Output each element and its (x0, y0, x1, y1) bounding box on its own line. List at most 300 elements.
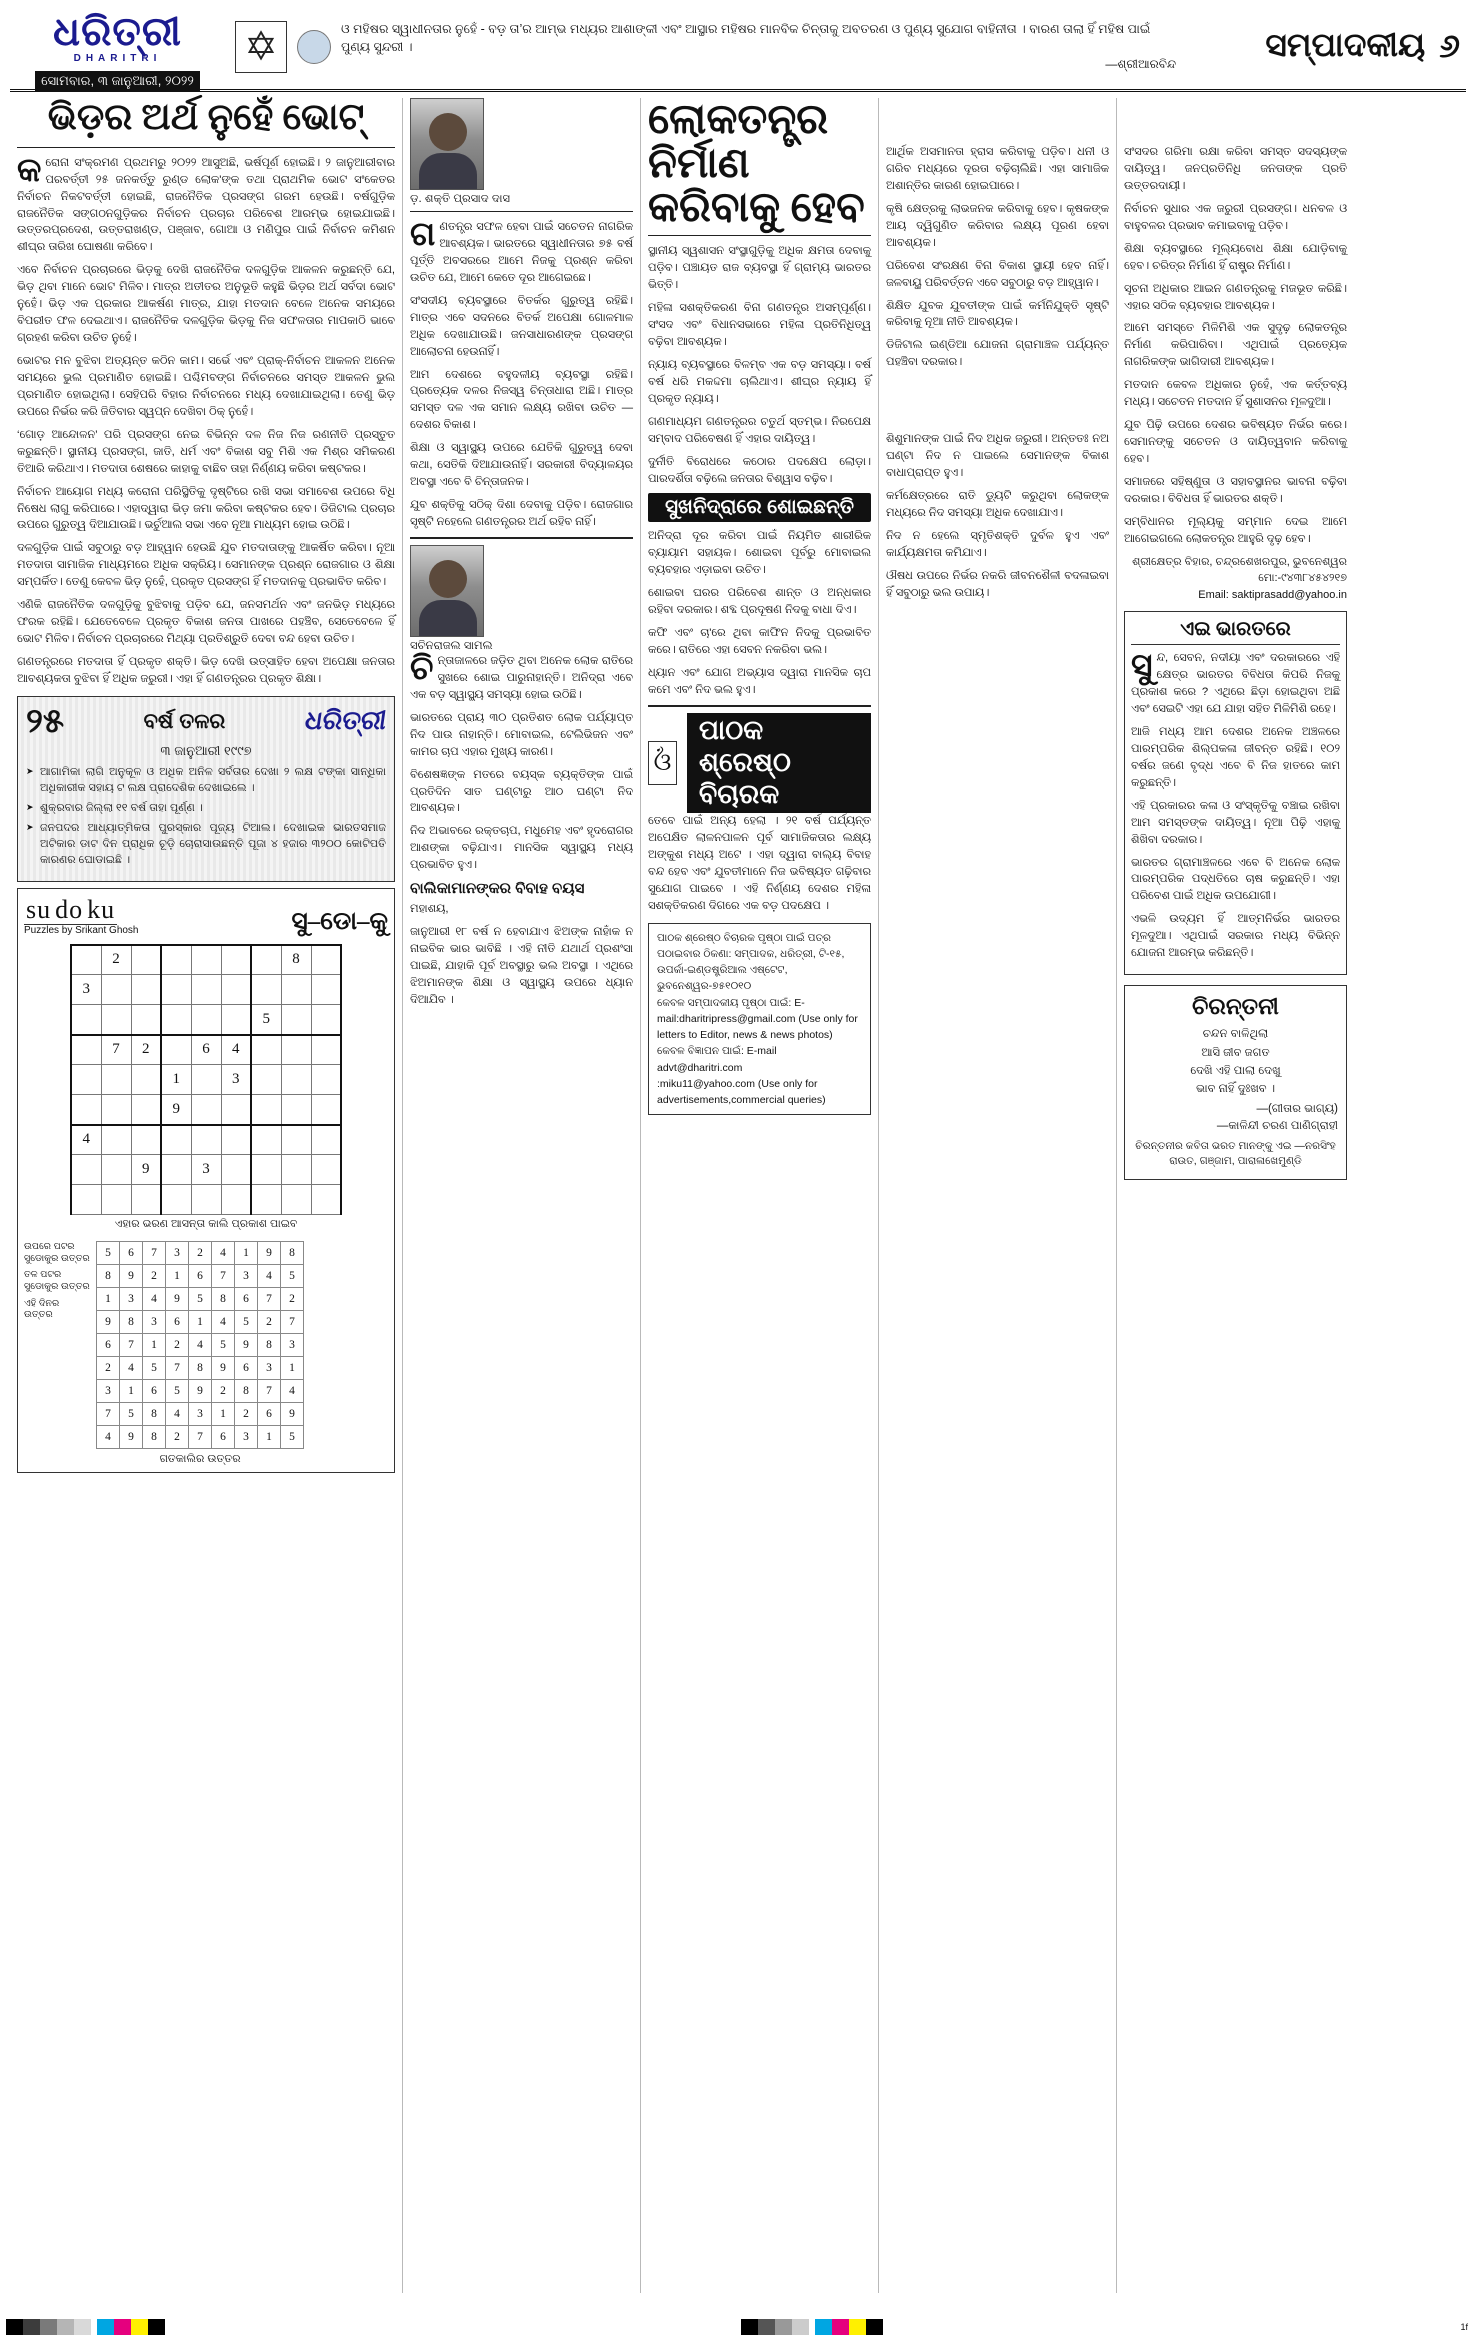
chirantani-title: ଚିରନ୍ତନୀ (1192, 994, 1279, 1020)
sudoku-answer-cell: 5 (235, 1311, 258, 1334)
sudoku-answer-cell: 3 (235, 1426, 258, 1449)
sudoku-cell[interactable] (251, 1095, 281, 1125)
sudoku-cell[interactable] (101, 1155, 131, 1185)
paragraph: ନ୍ୟାୟ ବ୍ୟବସ୍ଥାରେ ବିଳମ୍ବ ଏକ ବଡ଼ ସମସ୍ୟା। ବର୍ଷ ବର୍ଷ ଧରି ମକଦ୍ଦମା ଚାଲିଥାଏ। ଶୀଘ୍ର ନ୍ୟାୟ ହିଁ ପ୍ରକୃତ ନ୍ୟାୟ। (648, 358, 871, 405)
sudoku-answer-cell: 9 (120, 1426, 143, 1449)
sudoku-cell[interactable] (131, 1125, 161, 1155)
cmyk-swatches-left (97, 2319, 165, 2335)
sudoku-cell[interactable] (221, 975, 251, 1005)
sudoku-cell[interactable] (71, 945, 101, 975)
color-swatch (74, 2319, 91, 2335)
chirantani-footnote: ଚିରନ୍ତନୀର କବିତା ଭରତ ମାନଙ୍କୁ ଏଇ —ନରସିଂହ ରାଉତ, ଗଞ୍ଜାମ, ପାରାଳାଖେମୁଣ୍ଡି (1135, 1139, 1336, 1167)
sudoku-answer-cell: 3 (258, 1357, 281, 1380)
sudoku-cell[interactable] (191, 1005, 221, 1035)
sudoku-answer-cell: 4 (120, 1357, 143, 1380)
sudoku-answer-cell: 7 (120, 1334, 143, 1357)
paragraph: ନିର୍ବାଚନ ଆୟୋଗ ମଧ୍ୟ କରୋନା ପରିସ୍ଥିତିକୁ ଦୃଷ୍ଟିରେ ରଖି ସଭା ସମାବେଶ ଉପରେ ବିଧି ନିଷେଧ ଲାଗୁ କରିପାରେ। ଏହାଦ୍ୱାରା ଭିଡ଼ ଜମା କରିବା କଷ୍ଟକର ହେବ। ଡିଜିଟାଲ ପ୍ରଚାର ଉପରେ ଗୁରୁତ୍ୱ ଦିଆଯାଉଛି। ଭର୍ଚୁଆଲ ସଭା ଏବେ ନୂଆ ମାଧ୍ୟମ ହୋଇ ଉଠିଛି। (17, 485, 395, 532)
sudoku-answer-cell: 7 (281, 1311, 304, 1334)
sudoku-cell[interactable] (131, 1005, 161, 1035)
sudoku-answer-cell: 4 (212, 1311, 235, 1334)
sudoku-answer-cell: 9 (212, 1357, 235, 1380)
color-swatch (6, 2319, 23, 2335)
sudoku-answer-cell: 3 (166, 1242, 189, 1265)
sudoku-cell[interactable] (221, 1125, 251, 1155)
sleep-author-block (410, 545, 493, 653)
sri-symbol-icon: ଓଁ (648, 741, 677, 785)
sudoku-cell[interactable] (311, 975, 341, 1005)
main-article-col3 (886, 144, 1109, 371)
sudoku-answer-cell: 5 (281, 1426, 304, 1449)
sudoku-answer-cell: 2 (166, 1426, 189, 1449)
main-article-col5 (1124, 320, 1347, 547)
sudoku-answer-cell: 2 (189, 1242, 212, 1265)
verse-line: ଚନ୍ଦନ ବାଳିଥିଲା (1202, 1028, 1269, 1041)
sudoku-answer-cell: 9 (235, 1334, 258, 1357)
sudoku-cell[interactable] (101, 975, 131, 1005)
sudoku-answer-cell: 5 (143, 1357, 166, 1380)
color-swatch (832, 2319, 849, 2335)
section-title: ସମ୍ପାଦକୀୟ (1265, 28, 1426, 64)
grayscale-swatches-mid (741, 2319, 809, 2335)
color-swatch (758, 2319, 775, 2335)
paragraph: ଭାରତର ଗ୍ରାମାଞ୍ଚଳରେ ଏବେ ବି ଅନେକ ଲୋକ ପାରମ୍ପରିକ ପଦ୍ଧତିରେ ଚାଷ କରୁଛନ୍ତି। ଏହା ପରିବେଶ ପାଇଁ ଅଧିକ ଉପଯୋଗୀ। (1131, 856, 1340, 903)
reader-letter-subhead: ବାଲିକାମାନଙ୍କର ବିବାହ ବୟସ (410, 880, 585, 898)
main-byline: ଡ଼. ଶକ୍ତି ପ୍ରସାଦ ଦାସ (410, 193, 510, 205)
color-calibration-bar (0, 2315, 1476, 2339)
sudoku-cell[interactable] (101, 1185, 131, 1215)
sudoku-answer-caption: ଗତକାଲିର ଉତ୍ତର (159, 1453, 241, 1465)
sudoku-cell[interactable] (71, 1185, 101, 1215)
sudoku-logo-su: su (26, 894, 52, 924)
sudoku-answer-cell: 4 (97, 1426, 120, 1449)
paragraph: ଶିକ୍ଷା ବ୍ୟବସ୍ଥାରେ ମୂଲ୍ୟବୋଧ ଶିକ୍ଷା ଯୋଡ଼ିବାକୁ ହେବ। ଚରିତ୍ର ନିର୍ମାଣ ହିଁ ରାଷ୍ଟ୍ର ନିର୍ମାଣ। (1124, 242, 1347, 272)
sudoku-cell[interactable] (191, 1185, 221, 1215)
grayscale-swatches-left (6, 2319, 91, 2335)
sleep-article-col1 (410, 650, 633, 874)
answer-label: ଉପରେ ପଟର ସୁଡୋକୁର ଉତ୍ତର (24, 1241, 90, 1264)
sudoku-cell[interactable] (191, 945, 221, 975)
column-4 (878, 98, 1116, 2293)
edition-date: ସୋମବାର, ୩ ଜାନୁଆରୀ, ୨୦୨୨ (35, 71, 200, 91)
paragraph: ସୂଚନା ଅଧିକାର ଆଇନ ଗଣତନ୍ତ୍ରକୁ ମଜଭୂତ କରିଛି। ଏହାର ସଠିକ ବ୍ୟବହାର ଆବଶ୍ୟକ। (1124, 282, 1347, 312)
paper-logo-subtext: DHARITRI (73, 53, 162, 64)
sudoku-answer-cell: 9 (281, 1403, 304, 1426)
color-swatch (97, 2319, 114, 2335)
paragraph: କୃଷି କ୍ଷେତ୍ରକୁ ଲାଭଜନକ କରିବାକୁ ହେବ। କୃଷକଙ୍କ ଆୟ ଦ୍ୱିଗୁଣିତ କରିବାର ଲକ୍ଷ୍ୟ ପୂରଣ ହେବା ଆବଶ୍ୟକ। (886, 202, 1109, 249)
paragraph: ଆମ ଦେଶରେ ବହୁଦଳୀୟ ବ୍ୟବସ୍ଥା ରହିଛି। ପ୍ରତ୍ୟେକ ଦଳର ନିଜସ୍ୱ ଚିନ୍ତାଧାରା ଅଛି। ମାତ୍ର ସମସ୍ତ ଦଳ ଏକ ସମାନ ଲକ୍ଷ୍ୟ ରଖିବା ଉଚିତ — ଦେଶର ବିକାଶ। (410, 368, 633, 432)
paragraph: ଡିଜିଟାଲ ଇଣ୍ଡିଆ ଯୋଜନା ଗ୍ରାମାଞ୍ଚଳ ପର୍ଯ୍ୟନ୍ତ ପହଞ୍ଚିବା ଦରକାର। (886, 339, 1109, 369)
color-swatch (849, 2319, 866, 2335)
sudoku-note: ଏହାର ଭରଣ ଆସନ୍ତା କାଲି ପ୍ରକାଶ ପାଇବ (114, 1218, 298, 1230)
sudoku-answer-cell: 8 (212, 1288, 235, 1311)
main-article-col2 (648, 243, 871, 487)
sudoku-cell[interactable] (281, 1035, 311, 1065)
sudoku-answer-cell: 6 (258, 1403, 281, 1426)
sudoku-cell[interactable] (221, 1185, 251, 1215)
promo-header (26, 702, 389, 741)
color-swatch (741, 2319, 758, 2335)
sudoku-logo (24, 895, 139, 925)
paragraph: ସୁନ୍ଦ, ସେବନ, ନଦୀୟା ଏବଂ ଦରକାରରେ ଏହି କ୍ଷେତ୍ର ଭାରତର ବିବିଧତା କିପରି ନିଜକୁ ପ୍ରକାଶ କରେ ? ଏଥିରେ ଛିଡ଼ା ହୋଇଥିବା ଅଛି ଏବଂ ସେଇଟି ଏହା ଯେ ଯାହା ସହିତ ମିଳିମିଶି ରହେ। (1131, 648, 1340, 715)
paragraph: ଜାନୁଆରୀ ୧୮ ବର୍ଷ ନ ହେବାଯାଏ ଝିଅଙ୍କ ନାହାଁକ ନ ନାଇବିକ ଭାର ଭାବିଛି । ଏହି ନୀତି ଯଥାର୍ଥ ପ୍ରଶଂସା ପାଇଛି, ଯାହାକି ପୂର୍ବ ଅବସ୍ଥାରୁ ଭଲ ଅବସ୍ଥା । ଏଥିରେ ଝିଅମାନଙ୍କ ଶିକ୍ଷା ଓ ସ୍ୱାସ୍ଥ୍ୟ ଉପରେ ଧ୍ୟାନ ଦିଆଯିବ । (410, 926, 633, 1006)
paragraph: ବିଶେଷଜ୍ଞଙ୍କ ମତରେ ବୟସ୍କ ବ୍ୟକ୍ତିଙ୍କ ପାଇଁ ପ୍ରତିଦିନ ସାତ ଘଣ୍ଟାରୁ ଆଠ ଘଣ୍ଟା ନିଦ ଆବଶ୍ୟକ। (410, 768, 633, 815)
color-swatch (131, 2319, 148, 2335)
paragraph: ଔଷଧ ଉପରେ ନିର୍ଭର ନକରି ଜୀବନଶୈଳୀ ବଦଳାଇବା ହିଁ ସବୁଠାରୁ ଭଲ ଉପାୟ। (886, 569, 1109, 599)
sudoku-cell[interactable] (131, 1095, 161, 1125)
sudoku-header (24, 895, 388, 936)
sudoku-cell[interactable]: 2 (131, 1035, 161, 1065)
sudoku-answer-cell: 9 (189, 1380, 212, 1403)
ei-bharatare-box (1124, 611, 1347, 975)
footer-line: :miku11@yahoo.com (Use only for advertisements,commercial queries) (657, 1077, 826, 1107)
sudoku-answer-cell: 8 (281, 1242, 304, 1265)
author-address: ଶ୍ରୀକ୍ଷେତ୍ର ବିହାର, ଚନ୍ଦ୍ରଶେଖରପୁର, ଭୁବନେଶ୍ୱର (1132, 555, 1347, 568)
sudoku-answer-cell: 6 (189, 1265, 212, 1288)
sudoku-answer-cell: 9 (120, 1265, 143, 1288)
editorial-headline: ଭିଡ଼ର ଅର୍ଥ ନୁହେଁ ଭୋଟ୍ (47, 97, 365, 138)
paragraph: ଚିନ୍ତାଜାଳରେ ଜଡ଼ିତ ଥିବା ଅନେକ ଲୋକ ରାତିରେ ସୁଖରେ ଶୋଇ ପାରୁନାହାନ୍ତି। ଅନିଦ୍ରା ଏବେ ଏକ ବଡ଼ ସ୍ୱାସ୍ଥ୍ୟ ସମସ୍ୟା ହୋଇ ଉଠିଛି। (410, 650, 633, 701)
sudoku-cell[interactable] (191, 1065, 221, 1095)
list-item: ➤ ଆଗାମିକା ଲାଗି ଅନୁକୂଳ ଓ ଅଧିକ ଅନିଳ ସର୍ବତାର ଦେଖା ୨ ଲକ୍ଷ ଟଙ୍କା ସାନ୍ଧିକା ଅଧିକାରୀକ ସହାୟ ଟ ଲକ୍ଷ ପ୍ରାଦେଶିକ ଦେଖାଇଲେ । (26, 765, 386, 797)
sudoku-answer-cell: 3 (97, 1380, 120, 1403)
page-number: ୬ (1439, 27, 1460, 64)
main-headline: ଲୋକତନ୍ତ୍ର ନିର୍ମାଣ କରିବାକୁ ହେବ (648, 97, 865, 232)
paragraph: ଭାରତରେ ପ୍ରାୟ ୩୦ ପ୍ରତିଶତ ଲୋକ ପର୍ଯ୍ୟାପ୍ତ ନିଦ ପାଉ ନାହାନ୍ତି। ମୋବାଇଲ, ଟେଲିଭିଜନ ଏବଂ କାମର ଚାପ ଏହାର ମୁଖ୍ୟ କାରଣ। (410, 711, 633, 758)
promo-years: ୨୫ (26, 702, 65, 740)
verse-line: ଦେଖି ଏହି ପାଲା ଦେଖୁ (1190, 1064, 1281, 1077)
sudoku-answer-cell: 9 (166, 1288, 189, 1311)
page-body (10, 98, 1466, 2293)
sudoku-cell[interactable] (311, 1155, 341, 1185)
paragraph: ପରିବେଶ ସଂରକ୍ଷଣ ବିନା ବିକାଶ ସ୍ଥାୟୀ ହେବ ନାହିଁ। ଜଳବାୟୁ ପରିବର୍ତ୍ତନ ଏବେ ସବୁଠାରୁ ବଡ଼ ଆହ୍ୱାନ। (886, 259, 1109, 289)
circle-emblem-icon (297, 30, 331, 64)
sudoku-cell[interactable] (281, 1065, 311, 1095)
sudoku-cell[interactable] (71, 1095, 101, 1125)
sudoku-answer-cell: 8 (143, 1403, 166, 1426)
sudoku-cell[interactable]: 6 (191, 1035, 221, 1065)
sudoku-answer-cell: 7 (258, 1288, 281, 1311)
paragraph: ଶିକ୍ଷିତ ଯୁବକ ଯୁବତୀଙ୍କ ପାଇଁ କର୍ମନିଯୁକ୍ତି ସୃଷ୍ଟି କରିବାକୁ ନୂଆ ନୀତି ଆବଶ୍ୟକ। (886, 299, 1109, 329)
sudoku-cell[interactable] (281, 1005, 311, 1035)
sudoku-cell[interactable] (311, 1035, 341, 1065)
sudoku-answer-cell: 1 (212, 1403, 235, 1426)
sudoku-answer-cell: 2 (258, 1311, 281, 1334)
paragraph: ‘ଗୋଡ଼ ଆନ୍ଦୋଳନ’ ପରି ପ୍ରସଙ୍ଗ ନେଇ ବିଭିନ୍ନ ଦଳ ନିଜ ନିଜ ରଣନୀତି ପ୍ରସ୍ତୁତ କରୁଛନ୍ତି। ସ୍ଥାନୀୟ ପ୍ରସଙ୍ଗ, ଜାତି, ଧର୍ମ ଏବଂ ବିକାଶ ସବୁ ମିଶି ଏକ ମିଶ୍ର ସମିକରଣ ତିଆରି କରିଥାଏ। ମତଦାତା ଶେଷରେ କାହାକୁ ବାଛିବ ତାହା ନିର୍ଣ୍ଣୟ କରିବା କଷ୍ଟକର। (17, 428, 395, 475)
sudoku-cell[interactable] (131, 1065, 161, 1095)
column-3 (640, 98, 878, 2293)
sudoku-answer-cell: 1 (120, 1380, 143, 1403)
sudoku-answer-cell: 2 (97, 1357, 120, 1380)
paragraph: ନିଦ ଅଭାବରେ ରକ୍ତଚାପ, ମଧୁମେହ ଏବଂ ହୃଦରୋଗର ଆଶଙ୍କା ବଢ଼ିଯାଏ। ମାନସିକ ସ୍ୱାସ୍ଥ୍ୟ ମଧ୍ୟ ପ୍ରଭାବିତ ହୁଏ। (410, 825, 633, 872)
paragraph: ନିଦ ନ ହେଲେ ସ୍ମୃତିଶକ୍ତି ଦୁର୍ବଳ ହୁଏ ଏବଂ କାର୍ଯ୍ୟକ୍ଷମତା କମିଯାଏ। (886, 529, 1109, 559)
column-5 (1116, 98, 1354, 2293)
sudoku-cell[interactable]: 3 (221, 1065, 251, 1095)
sudoku-answer-cell: 8 (189, 1357, 212, 1380)
sudoku-cell[interactable] (191, 1095, 221, 1125)
reader-section-banner (648, 705, 871, 813)
sudoku-cell[interactable] (131, 945, 161, 975)
sudoku-cell[interactable] (101, 1005, 131, 1035)
sleep-article-col3 (886, 431, 1109, 601)
sudoku-answer-cell: 6 (166, 1311, 189, 1334)
answer-label: ଏହି ଦିନର ଉତ୍ତର (24, 1297, 60, 1321)
sudoku-cell[interactable] (71, 1035, 101, 1065)
sudoku-logo-block (24, 895, 139, 936)
divider (410, 211, 633, 212)
sudoku-answer-cell: 8 (143, 1426, 166, 1449)
sudoku-cell[interactable] (221, 1155, 251, 1185)
motto-signature: —ଶ୍ରୀଆରବିନ୍ଦ (1105, 56, 1176, 71)
sudoku-cell[interactable]: 5 (251, 1005, 281, 1035)
sudoku-answer-cell: 8 (120, 1311, 143, 1334)
sudoku-answer-cell: 3 (235, 1265, 258, 1288)
sudoku-cell[interactable] (131, 1185, 161, 1215)
sudoku-cell[interactable]: 1 (161, 1065, 191, 1095)
sudoku-cell[interactable] (281, 975, 311, 1005)
color-swatch (57, 2319, 74, 2335)
sudoku-answer-cell: 1 (166, 1265, 189, 1288)
sudoku-cell[interactable]: 2 (101, 945, 131, 975)
paragraph: ସମ୍ବିଧାନର ମୂଲ୍ୟକୁ ସମ୍ମାନ ଦେଇ ଆମେ ଆଗେଇଗଲେ ଲୋକତନ୍ତ୍ର ଆହୁରି ଦୃଢ଼ ହେବ। (1124, 515, 1347, 545)
ei-bharatare-body (1131, 650, 1340, 962)
sudoku-answer-cell: 7 (212, 1265, 235, 1288)
author-contact (1124, 554, 1347, 604)
sudoku-cell[interactable]: 3 (191, 1155, 221, 1185)
promo-item-list (26, 765, 386, 869)
sudoku-answer-cell: 8 (235, 1380, 258, 1403)
column-1 (10, 98, 402, 2293)
sudoku-cell[interactable] (161, 975, 191, 1005)
paragraph: ଗଣତନ୍ତ୍ର ସଫଳ ହେବା ପାଇଁ ସଚେତନ ନାଗରିକ ଆବଶ୍ୟକ। ଭାରତରେ ସ୍ୱାଧୀନତାର ୭୫ ବର୍ଷ ପୂର୍ତ୍ତି ଅବସରରେ ଆମେ ନିଜକୁ ପ୍ରଶ୍ନ କରିବା ଉଚିତ ଯେ, ଆମେ କେତେ ଦୂର ଆଗେଇଛେ। (410, 217, 633, 284)
promo-date: ୩ ଜାନୁଆରୀ ୧୯୯୭ (160, 742, 252, 758)
star-of-david-icon (235, 21, 287, 73)
masthead-logo (10, 8, 225, 88)
sudoku-answer-cell: 2 (166, 1334, 189, 1357)
sudoku-answer-cell: 5 (212, 1334, 235, 1357)
author-portrait-2 (410, 545, 484, 637)
main-article-col1 (410, 219, 633, 531)
paragraph: ଏଣିକି ରାଜନୈତିକ ଦଳଗୁଡ଼ିକୁ ବୁଝିବାକୁ ପଡ଼ିବ ଯେ, ଜନସମର୍ଥନ ଏବଂ ଜନଭିଡ଼ ମଧ୍ୟରେ ଫରକ ରହିଛି। ଯେତେବେଳେ ପ୍ରକୃତ ବିକାଶ ଜନତା ପାଖରେ ପହଞ୍ଚିବ, ସେତେବେଳେ ହିଁ ଭୋଟ ମିଳିବ। ନିର୍ବାଚନ ପ୍ରଚାରରେ ମିଥ୍ୟା ପ୍ରତିଶ୍ରୁତି ଦେବା ବନ୍ଦ ହେବା ଉଚିତ। (17, 599, 395, 646)
sudoku-cell[interactable] (161, 1185, 191, 1215)
sudoku-cell[interactable] (281, 1095, 311, 1125)
paragraph: ସଂସଦର ଗରିମା ରକ୍ଷା କରିବା ସମସ୍ତ ସଦସ୍ୟଙ୍କ ଦାୟିତ୍ୱ। ଜନପ୍ରତିନିଧି ଜନତାଙ୍କ ପ୍ରତି ଉତ୍ତରଦାୟୀ। (1124, 146, 1347, 192)
paragraph: ଧ୍ୟାନ ଏବଂ ଯୋଗ ଅଭ୍ୟାସ ଦ୍ୱାରା ମାନସିକ ଚାପ କମେ ଏବଂ ନିଦ ଭଲ ହୁଏ। (648, 667, 871, 696)
sudoku-answer-cell: 2 (212, 1380, 235, 1403)
sudoku-cell[interactable] (251, 945, 281, 975)
color-swatch (792, 2319, 809, 2335)
sudoku-answer-cell: 6 (212, 1426, 235, 1449)
sudoku-cell[interactable] (251, 975, 281, 1005)
sudoku-answer-cell: 7 (143, 1242, 166, 1265)
answer-label: ତଳ ପଟର ସୁଡୋକୁର ଉତ୍ତର (24, 1269, 90, 1293)
sleep-headline: ସୁଖନିଦ୍ରାରେ ଶୋଇଛନ୍ତି (648, 493, 871, 522)
sudoku-cell[interactable]: 7 (101, 1035, 131, 1065)
sudoku-answer-cell: 3 (120, 1288, 143, 1311)
color-swatch (40, 2319, 57, 2335)
sudoku-cell[interactable] (71, 1005, 101, 1035)
color-swatch (114, 2319, 131, 2335)
sudoku-cell[interactable] (311, 1095, 341, 1125)
paragraph: ଏବେ ନିର୍ବାଚନ ପ୍ରଚାରରେ ଭିଡ଼କୁ ଦେଖି ରାଜନୈତିକ ଦଳଗୁଡ଼ିକ ଆକଳନ କରୁଛନ୍ତି ଯେ, ଭିଡ଼ ଥିବା ମାନେ ଭୋଟ ମିଳିବ। ମାତ୍ର ଅତୀତର ଅନୁଭୂତି କହୁଛି ଭିଡ଼ର ଅର୍ଥ ସର୍ବଦା ଭୋଟ ନୁହେଁ। ଭିଡ଼ ଏକ ପ୍ରକାର ଆକର୍ଷଣ ମାତ୍ର, ଯାହା ମତଦାନ ବେଳେ ଅନେକ ସମୟରେ ବିପରୀତ ଫଳ ଦେଇଥାଏ। ରାଜନୈତିକ ଦଳଗୁଡ଼ିକ ଭିଡ଼କୁ ନିଜ ସଫଳତାର ମାପକାଠି ଭାବେ ଗ୍ରହଣ କରିବା ଉଚିତ ନୁହେଁ। (17, 264, 395, 345)
author-phone: ମୋ:-୯୪୩୮୪୫୪୨୧୭ (1258, 572, 1347, 585)
sudoku-answer-cell: 9 (97, 1311, 120, 1334)
paragraph: ମହାଶୟ, (410, 903, 449, 916)
reader-letter-col2 (648, 813, 871, 915)
sudoku-answer-cell: 5 (189, 1288, 212, 1311)
author-email[interactable]: Email: saktiprasadd@yahoo.in (1198, 588, 1347, 601)
sudoku-cell[interactable] (161, 945, 191, 975)
ei-bharatare-title: ଏଇ ଭାରତରେ (1131, 618, 1340, 645)
sudoku-cell[interactable] (161, 1005, 191, 1035)
paragraph: କଫି ଏବଂ ଚା'ରେ ଥିବା କାଫିନ ନିଦକୁ ପ୍ରଭାବିତ କରେ। ରାତିରେ ଏହା ସେବନ ନକରିବା ଭଲ। (648, 627, 871, 657)
sudoku-cell[interactable] (281, 1185, 311, 1215)
paper-logo-text: ଧରିତ୍ରୀ (53, 9, 182, 54)
sudoku-answer-cell: 1 (281, 1357, 304, 1380)
footer-line: କେବଳ ସମ୍ପାଦକୀୟ ପୃଷ୍ଠା ପାଇଁ: E-mail:dharitripress@gmail.com (Use only for letters to Editor, news & news photos) କେବଳ ବିଜ୍ଞାପନ ପାଇଁ: E-mail advt@dharitri.com (657, 996, 858, 1074)
sudoku-logo-do: do (55, 894, 84, 924)
sudoku-answer-cell: 3 (143, 1311, 166, 1334)
sleep-article-col2 (648, 528, 871, 698)
sudoku-answer-cell: 8 (258, 1334, 281, 1357)
sudoku-answer-cell: 3 (189, 1403, 212, 1426)
column-2 (402, 98, 640, 2293)
paragraph: ଗଣତନ୍ତ୍ରରେ ମତଦାତା ହିଁ ପ୍ରକୃତ ଶକ୍ତି। ଭିଡ଼ ଦେଖି ଉତ୍ସାହିତ ହେବା ଅପେକ୍ଷା ଜନତାର ଆବଶ୍ୟକତା ବୁଝିବା ହିଁ ଅଧିକ ଜରୁରୀ। ଏହା ହିଁ ଗଣତନ୍ତ୍ରର ପ୍ରକୃତ ଶିକ୍ଷା। (17, 656, 395, 685)
color-swatch (866, 2319, 883, 2335)
verse-line: ଭାବ ନାହିଁ ଦୁଃଖବ । (1195, 1083, 1276, 1096)
sudoku-cell[interactable] (71, 1155, 101, 1185)
sudoku-answer-labels (24, 1241, 90, 1326)
sudoku-answer-cell: 5 (281, 1265, 304, 1288)
sudoku-answer-cell: 1 (143, 1334, 166, 1357)
masthead (10, 8, 1466, 92)
sudoku-title-odia: ସୁ–ଡୋ–କୁ (291, 907, 388, 935)
sudoku-answer-cell: 4 (258, 1265, 281, 1288)
color-swatch (23, 2319, 40, 2335)
paragraph: ଅନିଦ୍ରା ଦୂର କରିବା ପାଇଁ ନିୟମିତ ଶାରୀରିକ ବ୍ୟାୟାମ ସହାୟକ। ଶୋଇବା ପୂର୍ବରୁ ମୋବାଇଲ ବ୍ୟବହାର ଏଡ଼ାଇବା ଉଚିତ। (648, 530, 871, 577)
sudoku-cell[interactable]: 4 (221, 1035, 251, 1065)
sudoku-cell[interactable]: 9 (161, 1095, 191, 1125)
main-article-col4 (1124, 144, 1347, 314)
sudoku-cell[interactable] (251, 1125, 281, 1155)
verse-line: ଆସି ଜୀବ ଜଗତ (1201, 1046, 1270, 1059)
sudoku-cell[interactable] (251, 1065, 281, 1095)
chirantani-verse (1133, 1025, 1338, 1099)
sudoku-cell[interactable] (251, 1155, 281, 1185)
sudoku-cell[interactable] (101, 1065, 131, 1095)
sudoku-cell[interactable] (101, 1125, 131, 1155)
promo-logo: ଧରିତ୍ରୀ (302, 706, 389, 736)
sudoku-answer-cell: 7 (258, 1380, 281, 1403)
sudoku-cell[interactable] (311, 1005, 341, 1035)
paragraph: ସଂସଦୀୟ ବ୍ୟବସ୍ଥାରେ ବିତର୍କର ଗୁରୁତ୍ୱ ରହିଛି। ମାତ୍ର ଏବେ ସଦନରେ ବିତର୍କ ଅପେକ୍ଷା ଗୋଳମାଳ ଅଧିକ ଦେଖାଯାଉଛି। ଜନସାଧାରଣଙ୍କ ପ୍ରସଙ୍ଗ ଆଲୋଚନା ହେଉନାହିଁ। (410, 294, 633, 358)
sudoku-cell[interactable] (191, 1125, 221, 1155)
sudoku-answer-cell: 6 (235, 1288, 258, 1311)
sudoku-cell[interactable]: 4 (71, 1125, 101, 1155)
sudoku-logo-ku: ku (87, 894, 116, 924)
paragraph: ଆର୍ଥିକ ଅସମାନତା ହ୍ରାସ କରିବାକୁ ପଡ଼ିବ। ଧନୀ ଓ ଗରିବ ମଧ୍ୟରେ ଦୂରତା ବଢ଼ିଚାଲିଛି। ଏହା ସାମାଜିକ ଅଶାନ୍ତିର କାରଣ ହୋଇପାରେ। (886, 146, 1109, 192)
sudoku-answer-cell: 4 (281, 1380, 304, 1403)
reader-letter-col1 (410, 901, 633, 1009)
sudoku-answer-cell: 6 (120, 1242, 143, 1265)
sudoku-cell[interactable]: 8 (281, 945, 311, 975)
sudoku-cell[interactable] (311, 945, 341, 975)
paragraph: ଯୁବ ପିଢ଼ି ଉପରେ ଦେଶର ଭବିଷ୍ୟତ ନିର୍ଭର କରେ। ସେମାନଙ୍କୁ ସଚେତନ ଓ ଦାୟିତ୍ୱବାନ କରିବାକୁ ହେବ। (1124, 419, 1347, 465)
paragraph: ମତଦାନ କେବଳ ଅଧିକାର ନୁହେଁ, ଏକ କର୍ତ୍ତବ୍ୟ ମଧ୍ୟ। ସଚେତନ ମତଦାନ ହିଁ ସୁଶାସନର ମୂଳଦୁଆ। (1124, 379, 1347, 409)
sudoku-cell[interactable] (221, 945, 251, 975)
sudoku-cell[interactable] (251, 1185, 281, 1215)
sudoku-answer-cell: 1 (235, 1242, 258, 1265)
sudoku-cell[interactable] (221, 1095, 251, 1125)
sudoku-answer-cell: 5 (97, 1242, 120, 1265)
paragraph: ଏଭଳି ଉଦ୍ୟମ ହିଁ ଆତ୍ମନିର୍ଭର ଭାରତର ମୂଳଦୁଆ। ଏଥିପାଇଁ ସରକାର ମଧ୍ୟ ବିଭିନ୍ନ ଯୋଜନା ଆରମ୍ଭ କରିଛନ୍ତି। (1131, 913, 1340, 960)
sudoku-cell[interactable] (281, 1125, 311, 1155)
promo-mid-text: ବର୍ଷ ତଳର (143, 709, 226, 733)
sudoku-cell[interactable] (101, 1095, 131, 1125)
sudoku-answer-cell: 7 (189, 1426, 212, 1449)
colorbar-note: 1f (1460, 2322, 1469, 2332)
sudoku-answer-grid (96, 1241, 304, 1449)
sudoku-cell[interactable]: 3 (71, 975, 101, 1005)
masthead-motto (341, 20, 1176, 74)
sudoku-cell[interactable] (311, 1185, 341, 1215)
sudoku-answer-cell: 8 (97, 1265, 120, 1288)
cmyk-swatches-right (815, 2319, 883, 2335)
sleep-article-header (410, 537, 633, 653)
masthead-section (1186, 8, 1466, 85)
author-portrait (410, 98, 484, 190)
sudoku-cell[interactable] (131, 975, 161, 1005)
sudoku-cell[interactable] (251, 1035, 281, 1065)
paragraph: କରୋନା ସଂକ୍ରମଣ ପ୍ରଥମରୁ ୨୦୨୨ ଆସୁଅଛି, ଭର୍ଷପୂର୍ଣ ହୋଇଛି। ୨ ଜାନୁଆରୀବାର ପରବର୍ତ୍ତୀ ୨୫ ଜନକର୍ତ୍ତୁ ରୁଣ୍ଡ ଲୋକ'ଙ୍କ ତଥା ପ୍ରାଥମିକ ଭୋଟ ସଂକେତର ନିର୍ବାଚନ ନିକଟବର୍ତ୍ତୀ ହୋଇଛି, ରାଜନୈତିକ ପ୍ରସଙ୍ଗ ଗରମ ହେଉଛି। ବର୍ଷଗୁଡ଼ିକ ରାଜନୈତିକ ସଙ୍ଗଠନଗୁଡ଼ିକର ନିର୍ବାଚନ ପ୍ରଚାର ପରିବେଶ ଆରମ୍ଭ ହୋଇଯାଇଛି। ଉତ୍ତରପ୍ରଦେଶ, ଉତ୍ତରାଖଣ୍ଡ, ପଞ୍ଜାବ, ଗୋଆ ଓ ମଣିପୁର ପାଇଁ ନିର୍ବାଚନ କମିଶନ ଶୀଘ୍ର ତାରିଖ ଘୋଷଣା କରିବେ। (17, 152, 395, 254)
paragraph: ସମାଜରେ ସହିଷ୍ଣୁତା ଓ ସହାବସ୍ଥାନର ଭାବନା ବଢ଼ିବା ଦରକାର। ବିବିଧତା ହିଁ ଭାରତର ଶକ୍ତି। (1124, 475, 1347, 505)
sudoku-answer-cell: 4 (212, 1242, 235, 1265)
sudoku-cell[interactable] (221, 1005, 251, 1035)
sudoku-answer-cell: 4 (143, 1288, 166, 1311)
paragraph: ଦଳଗୁଡ଼ିକ ପାଇଁ ସବୁଠାରୁ ବଡ଼ ଆହ୍ୱାନ ହେଉଛି ଯୁବ ମତଦାତାଙ୍କୁ ଆକର୍ଷିତ କରିବା। ନୂଆ ମତଦାତା ସାମାଜିକ ମାଧ୍ୟମରେ ଅଧିକ ସକ୍ରିୟ। ସେମାନଙ୍କ ପ୍ରଶ୍ନ ରୋଜଗାର ଓ ଶିକ୍ଷା ସମ୍ପର୍କିତ। ତେଣୁ କେବଳ ଭିଡ଼ ନୁହେଁ, ପ୍ରକୃତ ପ୍ରସଙ୍ଗ ହିଁ ମତଦାନକୁ ପ୍ରଭାବିତ କରିବ। (17, 542, 395, 589)
sudoku-grid[interactable] (70, 944, 342, 1216)
sudoku-cell[interactable] (311, 1125, 341, 1155)
sudoku-cell[interactable] (161, 1155, 191, 1185)
paragraph: କର୍ମକ୍ଷେତ୍ରରେ ରାତି ଡ୍ୟୁଟି କରୁଥିବା ଲୋକଙ୍କ ମଧ୍ୟରେ ନିଦ ସମସ୍ୟା ଅଧିକ ଦେଖାଯାଏ। (886, 490, 1109, 519)
paragraph: ଶିକ୍ଷା ଓ ସ୍ୱାସ୍ଥ୍ୟ ଉପରେ ଯେତିକି ଗୁରୁତ୍ୱ ଦେବା କଥା, ସେତିକି ଦିଆଯାଉନାହିଁ। ସରକାରୀ ବିଦ୍ୟାଳୟର ଅବସ୍ଥା ଏବେ ବି ଚିନ୍ତାଜନକ। (410, 442, 633, 489)
anniversary-promo-box (17, 696, 395, 882)
paragraph: ଯୁବ ଶକ୍ତିକୁ ସଠିକ୍ ଦିଶା ଦେବାକୁ ପଡ଼ିବ। ରୋଜଗାର ସୃଷ୍ଟି ନହେଲେ ଗଣତନ୍ତ୍ରର ଅର୍ଥ ରହିବ ନାହିଁ। (410, 499, 633, 528)
sudoku-cell[interactable] (281, 1155, 311, 1185)
paragraph: ଏହି ପ୍ରକାରର କଳା ଓ ସଂସ୍କୃତିକୁ ବଞ୍ଚାଇ ରଖିବା ଆମ ସମସ୍ତଙ୍କ ଦାୟିତ୍ୱ। ନୂଆ ପିଢ଼ି ଏହାକୁ ଶିଖିବା ଦରକାର। (1131, 799, 1340, 846)
sudoku-answer-cell: 5 (120, 1403, 143, 1426)
paragraph: ମହିଳା ସଶକ୍ତିକରଣ ବିନା ଗଣତନ୍ତ୍ର ଅସମ୍ପୂର୍ଣ୍ଣ। ସଂସଦ ଏବଂ ବିଧାନସଭାରେ ମହିଳା ପ୍ରତିନିଧିତ୍ୱ ବଢ଼ିବା ଆବଶ୍ୟକ। (648, 302, 871, 348)
sudoku-cell[interactable]: 9 (131, 1155, 161, 1185)
paragraph: ଆମେ ସମସ୍ତେ ମିଳିମିଶି ଏକ ସୁଦୃଢ଼ ଲୋକତନ୍ତ୍ର ନିର୍ମାଣ କରିପାରିବା। ଏଥିପାଇଁ ପ୍ରତ୍ୟେକ ନାଗରିକଙ୍କ ଭାଗିଦାରୀ ଆବଶ୍ୟକ। (1124, 322, 1347, 369)
color-swatch (775, 2319, 792, 2335)
footer-line: ପାଠକ ଶ୍ରେଷ୍ଠ ବିଚାରକ ପୃଷ୍ଠା ପାଇଁ ପତ୍ର ପଠାଇବାର ଠିକଣା: ସମ୍ପାଦକ, ଧରିତ୍ରୀ, ଟି-୧୫, ଉପର୍କା-ଇଣ୍ଡଷ୍ଟ୍ରିଆଲ ଏଷ୍ଟେଟ, ଭୁବନେଶ୍ୱର-୭୫୧୦୧୦ (657, 931, 845, 993)
sudoku-cell[interactable] (311, 1065, 341, 1095)
sudoku-answer-cell: 7 (166, 1357, 189, 1380)
sudoku-cell[interactable] (161, 1035, 191, 1065)
color-swatch (148, 2319, 165, 2335)
sudoku-answer-cell: 1 (97, 1288, 120, 1311)
paragraph: ଶୋଇବା ଘରର ପରିବେଶ ଶାନ୍ତ ଓ ଅନ୍ଧକାର ରହିବା ଦରକାର। ଶବ୍ଦ ପ୍ରଦୂଷଣ ନିଦକୁ ବାଧା ଦିଏ। (648, 587, 871, 617)
author-photo-block (410, 98, 510, 206)
sudoku-answer-cell: 2 (235, 1403, 258, 1426)
sudoku-answer-cell: 3 (281, 1334, 304, 1357)
sudoku-cell[interactable] (161, 1125, 191, 1155)
sudoku-cell[interactable] (191, 975, 221, 1005)
chirantani-source: —(ଗୀତାର ଭାଗ୍ୟ) (1256, 1102, 1338, 1115)
paragraph: ଦୁର୍ନୀତି ବିରୋଧରେ କଠୋର ପଦକ୍ଷେପ ଲୋଡ଼ା। ପାରଦର୍ଶିତା ବଢ଼ିଲେ ଜନତାର ବିଶ୍ୱାସ ବଢ଼ିବ। (648, 455, 871, 485)
sudoku-answer-cell: 4 (189, 1334, 212, 1357)
sudoku-cell[interactable] (71, 1065, 101, 1095)
